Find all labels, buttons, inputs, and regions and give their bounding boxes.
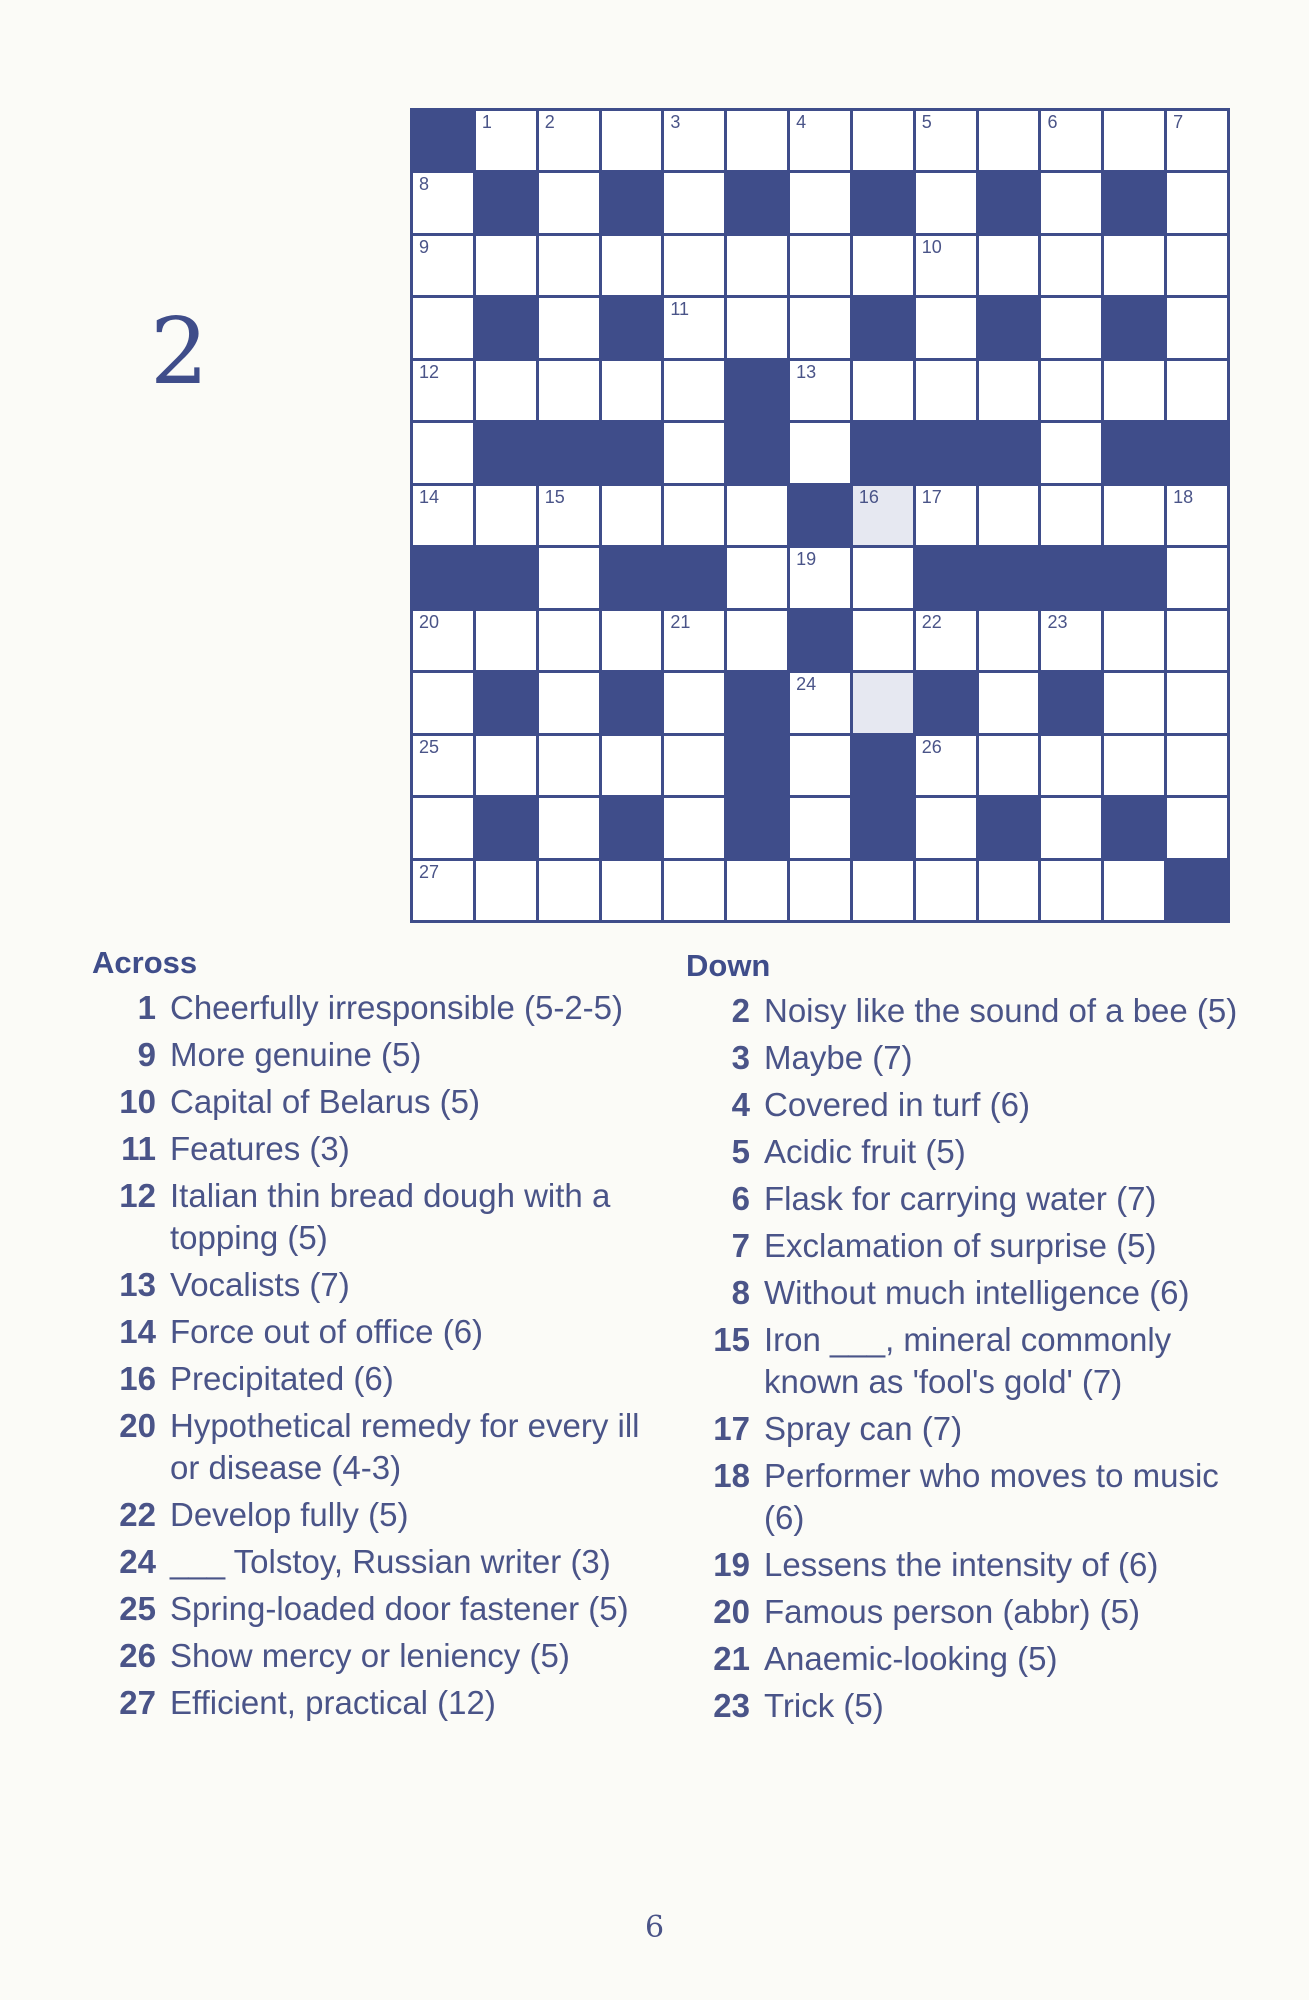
clue-item-text: Efficient, practical (12) [170, 1684, 496, 1721]
grid-cell[interactable] [727, 236, 787, 295]
clue-item-text: Exclamation of surprise (5) [764, 1227, 1157, 1264]
grid-cell[interactable] [790, 423, 850, 482]
clue-item [686, 1544, 1246, 1586]
clue-item [92, 1588, 652, 1630]
grid-cell[interactable] [727, 548, 787, 607]
grid-cell[interactable] [476, 736, 536, 795]
black-square [539, 423, 599, 482]
black-square [602, 798, 662, 857]
grid-cell[interactable] [476, 486, 536, 545]
grid-cell[interactable] [727, 611, 787, 670]
grid-cell[interactable] [790, 111, 850, 170]
black-square [1104, 298, 1164, 357]
grid-cell[interactable] [916, 361, 976, 420]
grid-cell[interactable] [853, 361, 913, 420]
grid-cell[interactable] [539, 111, 599, 170]
grid-cell[interactable] [476, 361, 536, 420]
clue-item [92, 1034, 652, 1076]
grid-cell[interactable] [916, 736, 976, 795]
clue-item [686, 1178, 1246, 1220]
black-square [602, 423, 662, 482]
black-square [853, 423, 913, 482]
clue-item [686, 1225, 1246, 1267]
clue-item-number: 23 [713, 1687, 750, 1724]
clue-item [92, 987, 652, 1029]
clue-item-text: Anaemic-looking (5) [764, 1640, 1058, 1677]
grid-cell[interactable] [602, 111, 662, 170]
clue-item-number: 9 [137, 1036, 156, 1073]
grid-cell[interactable] [979, 673, 1039, 732]
clue-item-text: More genuine (5) [170, 1036, 422, 1073]
clue-number: 20 [419, 611, 440, 632]
black-square [979, 548, 1039, 607]
black-square [1041, 673, 1101, 732]
clue-number: 23 [1047, 611, 1068, 632]
clue-item-number: 27 [119, 1684, 156, 1721]
black-square [476, 548, 536, 607]
clue-item [686, 1272, 1246, 1314]
black-square [790, 486, 850, 545]
black-square [413, 111, 473, 170]
clue-item [92, 1635, 652, 1677]
clue-item-text: Iron ___, mineral commonly known as 'fool's gold' (7) [764, 1321, 1172, 1400]
grid-cell[interactable] [539, 298, 599, 357]
grid-cell[interactable] [790, 736, 850, 795]
clue-item-text: Develop fully (5) [170, 1496, 409, 1533]
clue-item-text: Precipitated (6) [170, 1360, 394, 1397]
grid-cell[interactable] [727, 861, 787, 920]
clue-item-text: Cheerfully irresponsible (5-2-5) [170, 989, 624, 1026]
black-square [664, 548, 724, 607]
clue-number: 27 [419, 861, 440, 882]
clue-item-text: Performer who moves to music (6) [764, 1457, 1219, 1536]
black-square [916, 673, 976, 732]
grid-cell[interactable] [1104, 486, 1164, 545]
grid-cell[interactable] [413, 798, 473, 857]
grid-cell[interactable] [979, 861, 1039, 920]
black-square [602, 173, 662, 232]
grid-cell[interactable] [727, 486, 787, 545]
grid-cell[interactable] [853, 548, 913, 607]
page-number: 6 [644, 1910, 665, 1945]
black-square [916, 423, 976, 482]
down-clue-list [686, 990, 1246, 1727]
clue-item-text: Features (3) [170, 1130, 350, 1167]
grid-cell[interactable] [790, 861, 850, 920]
clue-number: 8 [419, 174, 430, 195]
black-square [476, 423, 536, 482]
clue-item-text: Italian thin bread dough with a topping (5) [170, 1177, 611, 1256]
grid-cell[interactable] [1041, 611, 1101, 670]
clue-item [92, 1541, 652, 1583]
clue-item-text: Famous person (abbr) (5) [764, 1593, 1140, 1630]
clue-item-number: 17 [713, 1410, 750, 1447]
grid-cell[interactable] [1041, 111, 1101, 170]
clue-number: 1 [481, 112, 492, 132]
grid-cell[interactable] [413, 673, 473, 732]
clue-number: 11 [670, 299, 690, 320]
clue-item [92, 1128, 652, 1170]
grid-cell[interactable] [916, 861, 976, 920]
clue-item-text: Without much intelligence (6) [764, 1274, 1190, 1311]
grid-cell[interactable] [1104, 673, 1164, 732]
clue-number: 10 [921, 236, 942, 257]
grid-cell[interactable] [916, 486, 976, 545]
grid-cell[interactable] [664, 423, 724, 482]
black-square [727, 361, 787, 420]
grid-cell[interactable] [1041, 361, 1101, 420]
clue-item-number: 12 [119, 1177, 156, 1214]
black-square [1167, 423, 1227, 482]
crossword-grid [410, 108, 1230, 923]
black-square [727, 173, 787, 232]
clue-number: 18 [1173, 486, 1194, 507]
grid-cell[interactable] [664, 111, 724, 170]
clue-number: 3 [670, 112, 681, 132]
grid-cell[interactable] [539, 798, 599, 857]
black-square [476, 298, 536, 357]
clue-item [92, 1358, 652, 1400]
clue-item [92, 1081, 652, 1123]
clue-item-number: 26 [119, 1637, 156, 1674]
clue-item-text: Lessens the intensity of (6) [764, 1546, 1159, 1583]
grid-cell[interactable] [602, 861, 662, 920]
grid-cell[interactable] [727, 111, 787, 170]
clue-item-text: Vocalists (7) [170, 1266, 350, 1303]
grid-cell[interactable] [916, 611, 976, 670]
grid-cell[interactable] [979, 486, 1039, 545]
black-square [790, 611, 850, 670]
grid-cell[interactable] [413, 861, 473, 920]
grid-cell[interactable] [1167, 486, 1227, 545]
black-square [853, 798, 913, 857]
black-square [853, 736, 913, 795]
clue-number: 13 [796, 361, 817, 382]
clue-number: 21 [670, 611, 691, 632]
grid-cell[interactable] [602, 736, 662, 795]
clue-number: 7 [1173, 112, 1184, 132]
black-square [602, 548, 662, 607]
grid-cell[interactable] [664, 798, 724, 857]
grid-cell[interactable] [664, 861, 724, 920]
clue-number: 19 [796, 549, 817, 570]
clue-item-number: 16 [119, 1360, 156, 1397]
down-heading: Down [686, 948, 771, 983]
grid-cell[interactable] [664, 736, 724, 795]
clue-item [686, 1685, 1246, 1727]
grid-cell[interactable] [790, 673, 850, 732]
black-square [727, 673, 787, 732]
clue-item-number: 5 [731, 1133, 750, 1170]
clue-item-number: 3 [731, 1039, 750, 1076]
grid-cell[interactable] [539, 736, 599, 795]
black-square [1104, 798, 1164, 857]
clue-item [686, 1319, 1246, 1403]
grid-cell[interactable] [1041, 861, 1101, 920]
clue-number: 4 [796, 112, 807, 132]
grid-cell[interactable] [476, 111, 536, 170]
clue-number: 24 [796, 674, 817, 695]
grid-cell[interactable] [1167, 798, 1227, 857]
grid-cell[interactable] [1167, 236, 1227, 295]
grid-cell[interactable] [1167, 361, 1227, 420]
clue-item-number: 2 [731, 992, 750, 1029]
grid-cell[interactable] [853, 486, 913, 545]
grid-cell[interactable] [979, 736, 1039, 795]
black-square [413, 548, 473, 607]
puzzle-number: 2 [150, 298, 209, 405]
grid-cell[interactable] [853, 611, 913, 670]
clue-item [92, 1405, 652, 1489]
clue-item-number: 1 [137, 989, 156, 1026]
black-square [1104, 423, 1164, 482]
grid-cell[interactable] [413, 486, 473, 545]
grid-cell[interactable] [1041, 736, 1101, 795]
clue-item-number: 24 [119, 1543, 156, 1580]
grid-cell[interactable] [476, 611, 536, 670]
black-square [602, 298, 662, 357]
clue-number: 16 [858, 486, 879, 507]
clue-item [686, 1084, 1246, 1126]
grid-cell[interactable] [602, 236, 662, 295]
grid-cell[interactable] [916, 298, 976, 357]
clue-item [686, 1408, 1246, 1450]
clue-item [92, 1311, 652, 1353]
clue-item-text: ___ Tolstoy, Russian writer (3) [170, 1543, 611, 1580]
grid-cell[interactable] [916, 236, 976, 295]
clue-number: 25 [419, 736, 440, 757]
black-square [1104, 548, 1164, 607]
clue-item [92, 1175, 652, 1259]
clue-item-text: Hypothetical remedy for every ill or disease (4-3) [170, 1407, 640, 1486]
grid-cell[interactable] [1167, 736, 1227, 795]
grid-cell[interactable] [476, 236, 536, 295]
black-square [476, 798, 536, 857]
grid-cell[interactable] [979, 236, 1039, 295]
grid-cell[interactable] [664, 173, 724, 232]
clue-item-text: Covered in turf (6) [764, 1086, 1030, 1123]
grid-cell[interactable] [602, 361, 662, 420]
clue-item-text: Spray can (7) [764, 1410, 963, 1447]
clue-item-number: 7 [731, 1227, 750, 1264]
clue-item-text: Maybe (7) [764, 1039, 913, 1076]
grid-cell[interactable] [1041, 798, 1101, 857]
black-square [727, 423, 787, 482]
grid-cell[interactable] [413, 236, 473, 295]
clue-number: 12 [419, 361, 440, 382]
grid-cell[interactable] [539, 611, 599, 670]
grid-cell[interactable] [979, 111, 1039, 170]
grid-cell[interactable] [539, 861, 599, 920]
grid-cell[interactable] [539, 673, 599, 732]
black-square [853, 298, 913, 357]
clue-item-number: 14 [119, 1313, 156, 1350]
clue-number: 22 [921, 611, 942, 632]
grid-cell[interactable] [853, 236, 913, 295]
grid-cell[interactable] [539, 486, 599, 545]
grid-cell[interactable] [1167, 548, 1227, 607]
clue-number: 6 [1047, 112, 1058, 132]
grid-cell[interactable] [1167, 298, 1227, 357]
clue-item-text: Flask for carrying water (7) [764, 1180, 1157, 1217]
grid-cell[interactable] [790, 173, 850, 232]
grid-cell[interactable] [790, 361, 850, 420]
clue-number: 5 [921, 112, 932, 132]
grid-cell[interactable] [1167, 111, 1227, 170]
clue-item-number: 19 [713, 1546, 750, 1583]
grid-cell[interactable] [476, 861, 536, 920]
grid-cell[interactable] [539, 361, 599, 420]
grid-cell[interactable] [727, 298, 787, 357]
grid-cell[interactable] [1041, 173, 1101, 232]
grid-cell[interactable] [413, 298, 473, 357]
black-square [979, 298, 1039, 357]
across-heading: Across [92, 945, 198, 980]
clue-item [92, 1682, 652, 1724]
grid-cell[interactable] [1041, 236, 1101, 295]
grid-cell[interactable] [1104, 236, 1164, 295]
black-square [476, 673, 536, 732]
clue-item-number: 21 [713, 1640, 750, 1677]
grid-cell[interactable] [790, 236, 850, 295]
grid-cell[interactable] [1167, 673, 1227, 732]
grid-cell[interactable] [1104, 736, 1164, 795]
grid-cell[interactable] [602, 611, 662, 670]
black-square [979, 423, 1039, 482]
grid-cell[interactable] [1041, 486, 1101, 545]
clue-item-text: Acidic fruit (5) [764, 1133, 966, 1170]
clue-item [686, 1591, 1246, 1633]
grid-cell[interactable] [853, 111, 913, 170]
across-clue-list [92, 987, 652, 1724]
grid-cell[interactable] [413, 423, 473, 482]
grid-cell[interactable] [1104, 861, 1164, 920]
clue-item-text: Noisy like the sound of a bee (5) [764, 992, 1238, 1029]
clue-item-number: 6 [731, 1180, 750, 1217]
clue-item-number: 18 [713, 1457, 750, 1494]
clue-number: 14 [419, 486, 440, 507]
grid-cell[interactable] [1041, 423, 1101, 482]
clue-number: 9 [419, 236, 430, 257]
black-square [727, 798, 787, 857]
clue-item-number: 25 [119, 1590, 156, 1627]
grid-cell[interactable] [853, 861, 913, 920]
clue-number: 2 [544, 112, 555, 132]
grid-cell[interactable] [664, 486, 724, 545]
clue-item-text: Show mercy or leniency (5) [170, 1637, 570, 1674]
clue-item [686, 1037, 1246, 1079]
black-square [1167, 861, 1227, 920]
grid-cell[interactable] [664, 236, 724, 295]
grid-cell[interactable] [413, 611, 473, 670]
grid-cell[interactable] [413, 361, 473, 420]
grid-cell[interactable] [539, 548, 599, 607]
grid-cell[interactable] [413, 736, 473, 795]
clue-item [686, 990, 1246, 1032]
clue-item [686, 1131, 1246, 1173]
grid-cell[interactable] [790, 548, 850, 607]
across-clues [92, 945, 652, 1729]
grid-cell[interactable] [790, 298, 850, 357]
clue-item-text: Trick (5) [764, 1687, 884, 1724]
grid-cell[interactable] [916, 798, 976, 857]
black-square [1041, 548, 1101, 607]
grid-cell[interactable] [979, 611, 1039, 670]
clue-item [686, 1455, 1246, 1539]
grid-cell[interactable] [916, 173, 976, 232]
black-square [916, 548, 976, 607]
clue-item [92, 1494, 652, 1536]
clue-number: 17 [921, 486, 942, 507]
clue-item [92, 1264, 652, 1306]
grid-cell[interactable] [664, 611, 724, 670]
grid-cell[interactable] [664, 361, 724, 420]
grid-cell[interactable] [602, 486, 662, 545]
clue-item-number: 20 [713, 1593, 750, 1630]
black-square [979, 798, 1039, 857]
clue-item-text: Spring-loaded door fastener (5) [170, 1590, 629, 1627]
clue-number: 15 [544, 486, 565, 507]
black-square [602, 673, 662, 732]
clue-number: 26 [921, 736, 942, 757]
grid-cell[interactable] [790, 798, 850, 857]
clue-item-number: 11 [121, 1130, 156, 1167]
clue-item-number: 8 [731, 1274, 750, 1311]
clue-item-number: 13 [119, 1266, 156, 1303]
clue-item [686, 1638, 1246, 1680]
grid-cell[interactable] [664, 298, 724, 357]
clue-item-number: 15 [713, 1321, 750, 1358]
grid-cell[interactable] [539, 173, 599, 232]
black-square [1104, 173, 1164, 232]
grid-cell[interactable] [1041, 298, 1101, 357]
clue-item-number: 22 [119, 1496, 156, 1533]
grid-cell[interactable] [853, 673, 913, 732]
grid-cell[interactable] [539, 236, 599, 295]
grid-cell[interactable] [1104, 361, 1164, 420]
clue-item-number: 4 [731, 1086, 750, 1123]
grid-cell[interactable] [1104, 111, 1164, 170]
clue-item-number: 10 [119, 1083, 156, 1120]
clue-item-text: Capital of Belarus (5) [170, 1083, 480, 1120]
grid-cell[interactable] [1167, 173, 1227, 232]
grid-cell[interactable] [1167, 611, 1227, 670]
grid-cell[interactable] [1104, 611, 1164, 670]
grid-cell[interactable] [664, 673, 724, 732]
clue-item-text: Force out of office (6) [170, 1313, 484, 1350]
grid-cell[interactable] [916, 111, 976, 170]
black-square [979, 173, 1039, 232]
grid-cell[interactable] [413, 173, 473, 232]
black-square [727, 736, 787, 795]
black-square [853, 173, 913, 232]
black-square [476, 173, 536, 232]
grid-cell[interactable] [979, 361, 1039, 420]
down-clues [686, 948, 1246, 1732]
clue-item-number: 20 [119, 1407, 156, 1444]
